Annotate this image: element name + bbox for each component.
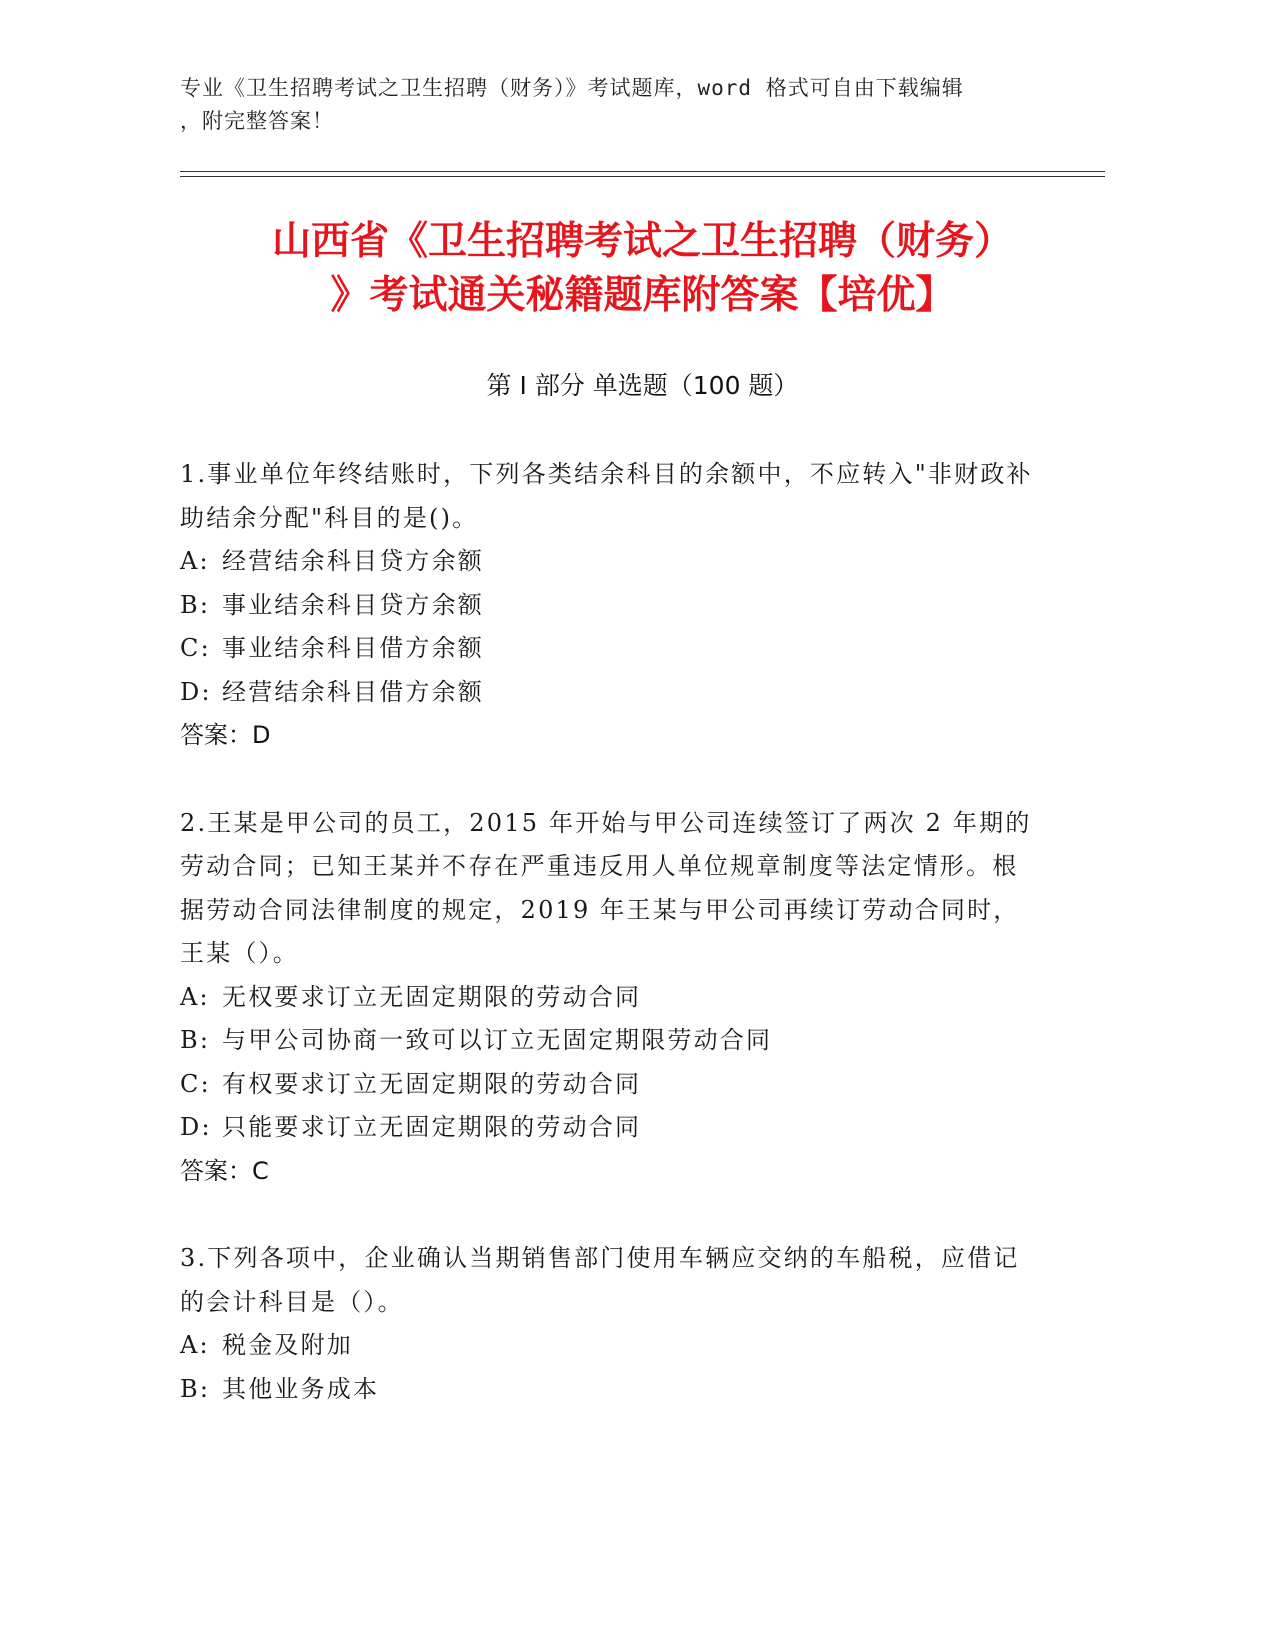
question-stem: 1.事业单位年终结账时，下列各类结余科目的余额中，不应转入"非财政补助结余分配"科目的是()。: [180, 460, 1033, 532]
answer-line: 答案：C: [180, 1156, 269, 1185]
option-key: D:: [180, 1113, 212, 1141]
option-c: [180, 1063, 1040, 1107]
option-a: [180, 976, 1040, 1020]
option-key: B:: [180, 590, 211, 619]
header-note-line-2: ，附完整答案！: [180, 109, 334, 133]
option-text: 事业结余科目借方余额: [222, 634, 484, 662]
option-key: D:: [180, 677, 212, 706]
option-key: C:: [180, 1069, 211, 1098]
document-title-line-1: 山西省《卫生招聘考试之卫生招聘（财务）: [271, 219, 1013, 264]
option-text: 其他业务成本: [222, 1374, 380, 1403]
option-text: 有权要求订立无固定期限的劳动合同: [222, 1069, 642, 1098]
header-note-line-1: 专业《卫生招聘考试之卫生招聘（财务）》考试题库，word 格式可自由下载编辑: [180, 76, 964, 100]
option-b: [180, 584, 1040, 628]
option-a: [180, 540, 1040, 584]
option-d: [180, 1106, 1040, 1150]
option-c: [180, 627, 1040, 671]
option-text: 无权要求订立无固定期限的劳动合同: [222, 982, 642, 1011]
option-key: A:: [180, 547, 210, 575]
question-item: [180, 1237, 1040, 1411]
option-text: 经营结余科目贷方余额: [222, 547, 484, 575]
header-note: [180, 72, 1040, 138]
option-key: A:: [180, 982, 210, 1011]
header-divider-bottom: [180, 176, 1105, 177]
option-b: [180, 1019, 1040, 1063]
option-key: C:: [180, 634, 211, 662]
option-d: [180, 671, 1040, 715]
option-key: B:: [180, 1374, 211, 1403]
option-text: 事业结余科目贷方余额: [222, 590, 484, 619]
question-item: [180, 802, 1040, 1194]
section-heading: 第 I 部分 单选题（100 题）: [486, 371, 799, 400]
question-list: [180, 453, 1040, 1455]
option-text: 经营结余科目借方余额: [222, 677, 484, 706]
document-title-line-2: 》考试通关秘籍题库附答案【培优】: [330, 273, 955, 318]
header-divider-top: [180, 171, 1105, 172]
option-text: 税金及附加: [222, 1331, 353, 1359]
option-a: [180, 1324, 1040, 1368]
question-stem: 3.下列各项中，企业确认当期销售部门使用车辆应交纳的车船税，应借记的会计科目是（）。: [180, 1244, 1020, 1316]
question-item: [180, 453, 1040, 758]
option-text: 与甲公司协商一致可以订立无固定期限劳动合同: [222, 1026, 773, 1054]
option-key: B:: [180, 1026, 211, 1054]
option-b: [180, 1368, 1040, 1412]
option-key: A:: [180, 1331, 210, 1359]
document-title: [180, 215, 1105, 323]
option-text: 只能要求订立无固定期限的劳动合同: [222, 1113, 642, 1141]
answer-line: 答案：D: [180, 721, 271, 749]
question-stem: 2.王某是甲公司的员工，2015 年开始与甲公司连续签订了两次 2 年期的劳动合同；已知王某并不存在严重违反用人单位规章制度等法定情形。根据劳动合同法律制度的规定，2019 年王某与甲公司再续订劳动合同时，王某（）。: [180, 808, 1032, 967]
